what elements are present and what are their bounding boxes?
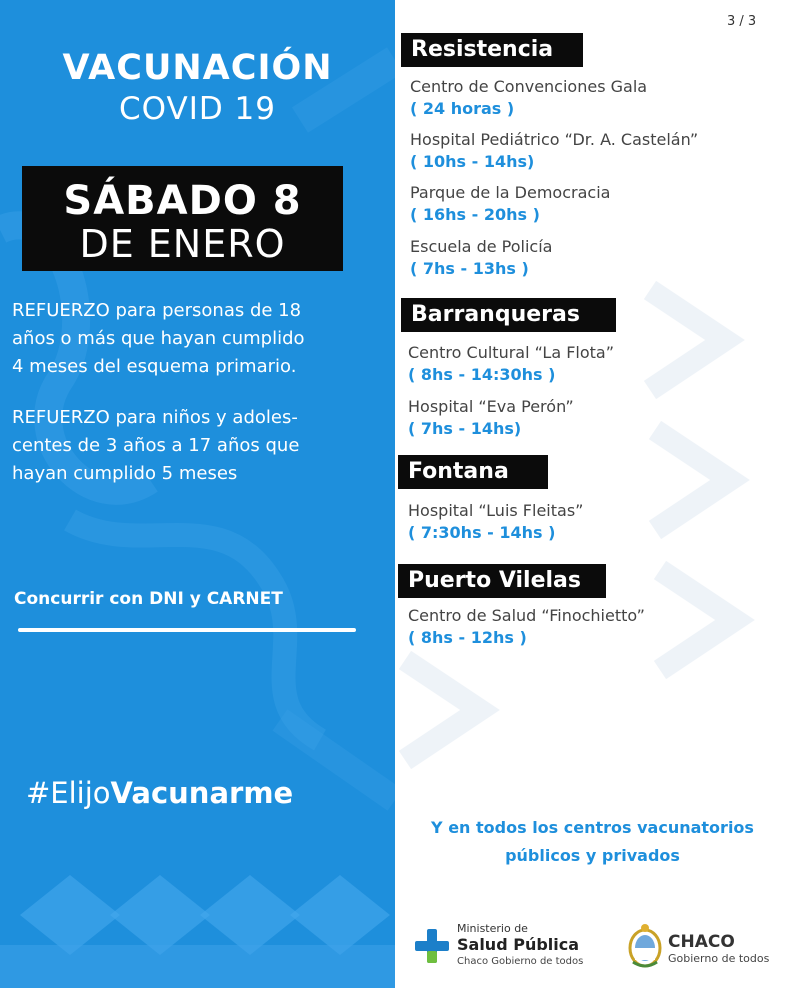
site-name: Centro Cultural “La Flota” xyxy=(408,343,615,362)
plus-cross-icon xyxy=(413,927,451,965)
site-hours: ( 10hs - 14hs) xyxy=(410,152,535,171)
chaco-logo xyxy=(626,922,786,974)
booster-adults-line: REFUERZO para personas de 18 xyxy=(12,300,302,321)
site-name: Escuela de Policía xyxy=(410,237,553,256)
booster-children-line: centes de 3 años a 17 años que xyxy=(12,435,300,456)
all-centers-note: públicos y privados xyxy=(505,846,680,865)
hashtag-prefix: #Elijo xyxy=(26,776,111,810)
site-name: Parque de la Democracia xyxy=(410,183,611,202)
site-hours: ( 16hs - 20hs ) xyxy=(410,205,540,224)
booster-adults-text xyxy=(12,297,387,381)
site-hours: ( 24 horas ) xyxy=(410,99,515,118)
site-name: Hospital Pediátrico “Dr. A. Castelán” xyxy=(410,130,699,149)
region-puerto-vilelas: Puerto Vilelas xyxy=(398,564,606,598)
site-hours: ( 7hs - 13hs ) xyxy=(410,259,529,278)
provincial-seal-icon xyxy=(626,922,664,970)
site-name: Centro de Salud “Finochietto” xyxy=(408,606,645,625)
date-month: DE ENERO xyxy=(79,222,286,266)
booster-children-line: REFUERZO para niños y adoles- xyxy=(12,407,298,428)
site-hours: ( 7hs - 14hs) xyxy=(408,419,522,438)
ministry-name: Salud Pública xyxy=(457,935,580,954)
site-name: Hospital “Luis Fleitas” xyxy=(408,501,584,520)
site-hours: ( 7:30hs - 14hs ) xyxy=(408,523,556,542)
date-box xyxy=(22,166,343,271)
chaco-name: CHACO xyxy=(668,932,735,952)
salud-publica-logo xyxy=(413,922,613,972)
site-hours: ( 8hs - 12hs ) xyxy=(408,628,527,647)
region-resistencia: Resistencia xyxy=(401,33,583,67)
site-hours: ( 8hs - 14:30hs ) xyxy=(408,365,556,384)
hashtag-suffix: Vacunarme xyxy=(110,776,294,810)
all-centers-note: Y en todos los centros vacunatorios xyxy=(431,818,754,837)
site-name: Hospital “Eva Perón” xyxy=(408,397,574,416)
ministry-label: Ministerio de xyxy=(457,922,528,935)
region-barranqueras: Barranqueras xyxy=(401,298,616,332)
hashtag xyxy=(26,776,293,810)
booster-adults-line: 4 meses del esquema primario. xyxy=(12,356,297,377)
requirement-underline xyxy=(18,628,356,632)
region-fontana: Fontana xyxy=(398,455,548,489)
booster-children-text xyxy=(12,404,387,488)
chaco-tagline: Gobierno de todos xyxy=(668,952,770,965)
site-name: Centro de Convenciones Gala xyxy=(410,77,648,96)
page-number: 3 / 3 xyxy=(727,14,757,29)
date-weekday: SÁBADO 8 xyxy=(63,178,302,224)
ministry-tagline: Chaco Gobierno de todos xyxy=(457,956,584,967)
requirement-text: Concurrir con DNI y CARNET xyxy=(14,589,283,609)
booster-adults-line: años o más que hayan cumplido xyxy=(12,328,305,349)
campaign-title: VACUNACIÓN xyxy=(62,48,333,88)
booster-children-line: hayan cumplido 5 meses xyxy=(12,463,238,484)
campaign-subtitle: COVID 19 xyxy=(118,91,277,127)
